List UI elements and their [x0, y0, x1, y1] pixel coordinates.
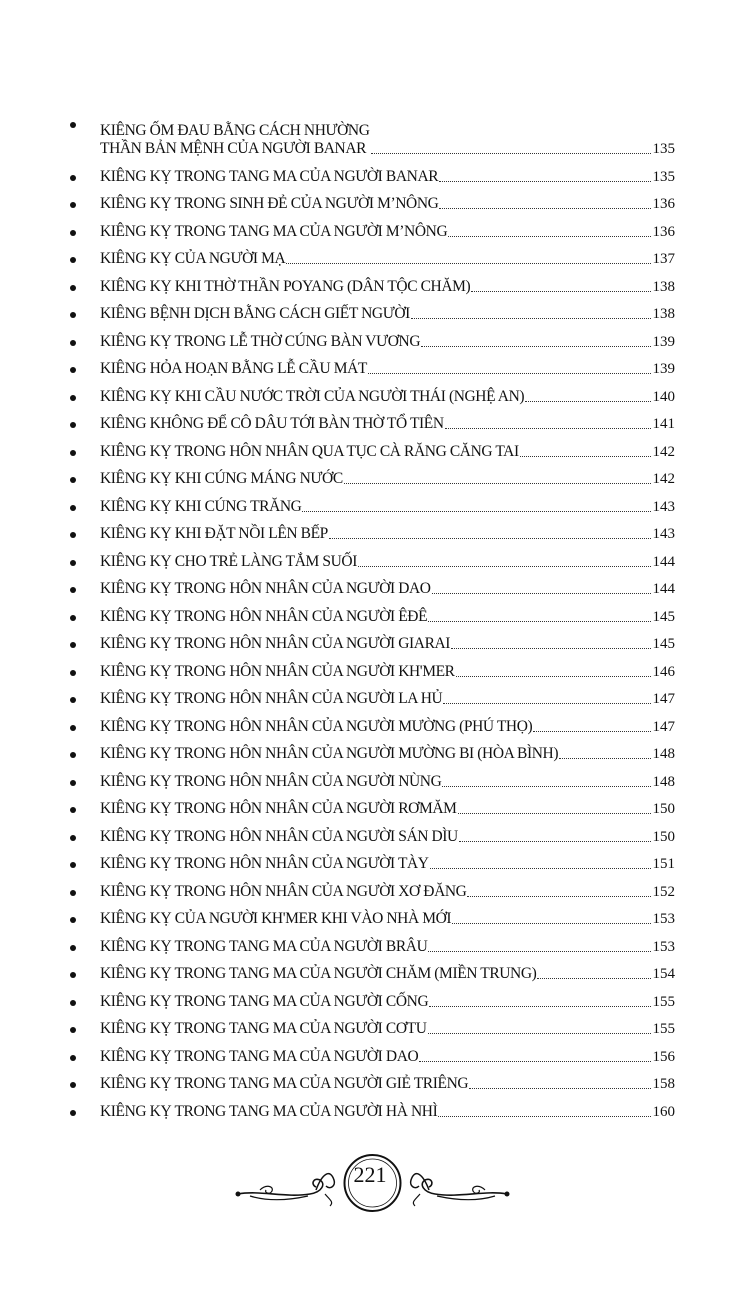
dot-leader: [411, 318, 651, 319]
toc-entry-page: 143: [652, 526, 675, 542]
dot-leader: [443, 703, 650, 704]
toc-entry-title: KIÊNG KỴ TRONG TANG MA CỦA NGƯỜI CỐNG: [100, 992, 429, 1010]
toc-entry-page: 139: [652, 333, 675, 350]
bullet-icon: [70, 312, 76, 318]
bullet-icon: [70, 285, 76, 291]
toc-entry: [70, 653, 675, 681]
toc-entry: [70, 763, 675, 791]
dot-leader: [439, 181, 650, 182]
toc-entry-page: 147: [652, 691, 675, 707]
bullet-icon: [70, 395, 76, 401]
dot-leader: [286, 263, 650, 264]
toc-entry: [70, 543, 675, 571]
toc-entry-page: 160: [652, 1103, 675, 1120]
toc-entry-title: KIÊNG KỴ TRONG TANG MA CỦA NGƯỜI BANAR: [100, 167, 439, 185]
dot-leader: [358, 566, 651, 567]
toc-entry-title: KIÊNG KỴ CỦA NGƯỜI MẠ: [100, 250, 286, 267]
bullet-icon: [70, 450, 76, 456]
bullet-icon: [70, 835, 76, 841]
dot-leader: [429, 1006, 650, 1007]
toc-entry-page: 152: [652, 883, 675, 900]
toc-entry: [70, 158, 675, 186]
toc-entry-title: KIÊNG KỴ KHI THỜ THẦN POYANG (DÂN TỘC CHĂM): [100, 277, 471, 295]
toc-entry: [70, 186, 675, 214]
dot-leader: [467, 896, 650, 897]
bullet-icon: [70, 367, 76, 373]
toc-entry-title: KIÊNG KỴ TRONG HÔN NHÂN CỦA NGƯỜI KH'MER: [100, 662, 455, 680]
toc-entry: [70, 873, 675, 901]
toc-entry-title: KIÊNG KỴ TRONG HÔN NHÂN CỦA NGƯỜI TÀY: [100, 855, 429, 872]
toc-entry: [70, 928, 675, 956]
bullet-icon: [70, 1027, 76, 1033]
toc-entry: [70, 736, 675, 764]
bullet-icon: [70, 532, 76, 538]
toc-entry-title: KIÊNG KỴ KHI CÚNG TRĂNG: [100, 497, 302, 515]
toc-entry: [70, 708, 675, 736]
toc-entry-page: 148: [652, 746, 675, 762]
toc-entry: [70, 268, 675, 296]
toc-entry-page: 136: [652, 196, 675, 212]
toc-entry: [70, 818, 675, 846]
toc-entry-page: 145: [652, 636, 675, 652]
toc-entry: [70, 791, 675, 819]
bullet-icon: [70, 175, 76, 181]
toc-entry-page: 156: [652, 1048, 675, 1065]
bullet-icon: [70, 230, 76, 236]
dot-leader: [329, 538, 651, 539]
bullet-icon: [70, 945, 76, 951]
toc-entry-title: KIÊNG KỴ TRONG TANG MA CỦA NGƯỜI DAO: [100, 1047, 419, 1065]
toc-entry: [70, 1093, 675, 1121]
bullet-icon: [70, 862, 76, 868]
toc-entry-title: KIÊNG KỴ TRONG TANG MA CỦA NGƯỜI M’NÔNG: [100, 222, 448, 240]
toc-entry: [70, 1011, 675, 1039]
toc-entry: [70, 1038, 675, 1066]
toc-entry-page: 135: [652, 168, 675, 185]
toc-entry-page: 154: [652, 966, 675, 982]
toc-entry: [70, 1066, 675, 1094]
toc-entry: [70, 626, 675, 654]
bullet-icon: [70, 807, 76, 813]
dot-leader: [430, 868, 651, 869]
dot-leader: [438, 1116, 650, 1117]
bullet-icon: [70, 587, 76, 593]
toc-entry-page: 155: [652, 1021, 675, 1037]
toc-entry-title-line1: KIÊNG ỐM ĐAU BẰNG CÁCH NHƯỜNG: [100, 122, 370, 139]
toc-entry-page: 139: [652, 361, 675, 377]
bullet-icon: [70, 972, 76, 978]
toc-entry-title: KIÊNG KỴ TRONG LỄ THỜ CÚNG BÀN VƯƠNG: [100, 332, 421, 350]
toc-entry-title-line2: THẦN BẢN MỆNH CỦA NGƯỜI BANAR: [100, 140, 367, 157]
dot-leader: [368, 373, 651, 374]
toc-entry: [70, 846, 675, 874]
toc-entry: [70, 406, 675, 434]
toc-entry-page: 140: [652, 388, 675, 405]
toc-entry: [70, 461, 675, 489]
toc-entry-page: 137: [652, 251, 675, 267]
dot-leader: [371, 153, 651, 154]
toc-entry-title: KIÊNG HỎA HOẠN BẰNG LỄ CẦU MÁT: [100, 360, 367, 377]
page-number: 221: [353, 1162, 387, 1187]
toc-entry-title: KIÊNG KỴ TRONG HÔN NHÂN CỦA NGƯỜI XƠ ĐĂNG: [100, 882, 467, 900]
bullet-icon: [70, 670, 76, 676]
toc-entry: [70, 378, 675, 406]
bullet-icon: [70, 780, 76, 786]
toc-entry-title: KIÊNG KỴ TRONG HÔN NHÂN CỦA NGƯỜI DAO: [100, 580, 431, 597]
toc-entry: [70, 983, 675, 1011]
bullet-icon: [70, 697, 76, 703]
dot-leader: [439, 208, 650, 209]
toc-entry-page: 153: [652, 911, 675, 927]
bullet-icon: [70, 1110, 76, 1116]
dot-leader: [451, 648, 650, 649]
toc-entry: [70, 433, 675, 461]
toc-entry: [70, 296, 675, 324]
toc-entry-title: KIÊNG KỴ CHO TRẺ LÀNG TẮM SUỐI: [100, 552, 357, 570]
toc-entry-title: KIÊNG BỆNH DỊCH BẰNG CÁCH GIẾT NGƯỜI: [100, 305, 410, 322]
toc-entry: [70, 110, 675, 158]
dot-leader: [428, 951, 650, 952]
toc-entry-title: KIÊNG KỴ KHI CẦU NƯỚC TRỜI CỦA NGƯỜI THÁI (NGHỆ AN): [100, 387, 525, 405]
toc-entry-title: KIÊNG KỴ TRONG HÔN NHÂN CỦA NGƯỜI MƯỜNG BI (HÒA BÌNH): [100, 745, 559, 762]
toc-entry-page: 135: [652, 141, 675, 157]
toc-entry: [70, 351, 675, 379]
toc-entry-title: KIÊNG KỴ TRONG HÔN NHÂN CỦA NGƯỜI LA HỦ: [100, 690, 443, 707]
bullet-icon: [70, 560, 76, 566]
bullet-icon: [70, 890, 76, 896]
toc-entry-title: KIÊNG KỴ KHI CÚNG MÁNG NƯỚC: [100, 470, 343, 487]
toc-entry: [70, 323, 675, 351]
bullet-icon: [70, 917, 76, 923]
toc-entry-page: 143: [652, 498, 675, 515]
bullet-icon: [70, 752, 76, 758]
toc-entry-page: 147: [652, 718, 675, 735]
toc-entry-page: 141: [652, 416, 675, 432]
dot-leader: [537, 978, 650, 979]
toc-entry-page: 144: [652, 581, 675, 597]
toc-entry: [70, 956, 675, 984]
toc-entry: [70, 213, 675, 241]
toc-entry-title: KIÊNG KỴ TRONG TANG MA CỦA NGƯỜI GIẺ TRIÊNG: [100, 1075, 469, 1092]
toc-entry-page: 145: [652, 608, 675, 625]
toc-entry-title: KIÊNG KỴ TRONG HÔN NHÂN QUA TỤC CÀ RĂNG CĂNG TAI: [100, 442, 519, 460]
dot-leader: [428, 1033, 651, 1034]
bullet-icon: [70, 1082, 76, 1088]
bullet-icon: [70, 505, 76, 511]
table-of-contents: [70, 110, 675, 1121]
toc-entry-title: KIÊNG KỴ TRONG SINH ĐẺ CỦA NGƯỜI M’NÔNG: [100, 195, 439, 212]
bullet-icon: [70, 642, 76, 648]
toc-entry-title: KIÊNG KỴ TRONG HÔN NHÂN CỦA NGƯỜI NÙNG: [100, 772, 442, 790]
toc-entry-title: KIÊNG KỴ TRONG TANG MA CỦA NGƯỜI BRÂU: [100, 937, 428, 955]
dot-leader: [559, 758, 650, 759]
toc-entry-title: KIÊNG KỴ CỦA NGƯỜI KH'MER KHI VÀO NHÀ MỚI: [100, 910, 452, 927]
dot-leader: [419, 1061, 650, 1062]
dot-leader: [442, 786, 650, 787]
toc-entry-title: KIÊNG KỴ KHI ĐẶT NỒI LÊN BẾP: [100, 525, 328, 542]
toc-entry-page: 138: [652, 306, 675, 322]
bullet-icon: [70, 422, 76, 428]
toc-entry-title: KIÊNG KỴ TRONG HÔN NHÂN CỦA NGƯỜI ÊĐÊ: [100, 607, 428, 625]
bullet-icon: [70, 257, 76, 263]
toc-entry-title: KIÊNG KHÔNG ĐỂ CÔ DÂU TỚI BÀN THỜ TỔ TIÊN: [100, 415, 444, 432]
toc-entry-page: 136: [652, 223, 675, 240]
dot-leader: [525, 401, 650, 402]
toc-entry: [70, 598, 675, 626]
dot-leader: [471, 291, 650, 292]
bullet-icon: [70, 1055, 76, 1061]
toc-entry-page: 148: [652, 773, 675, 790]
dot-leader: [520, 456, 651, 457]
bullet-icon: [70, 477, 76, 483]
toc-entry-page: 151: [652, 856, 675, 872]
bullet-icon: [70, 202, 76, 208]
dot-leader: [458, 813, 651, 814]
dot-leader: [448, 236, 650, 237]
dot-leader: [421, 346, 650, 347]
toc-entry-title: KIÊNG KỴ TRONG TANG MA CỦA NGƯỜI HÀ NHÌ: [100, 1102, 438, 1120]
dot-leader: [344, 483, 651, 484]
toc-entry-page: 142: [652, 471, 675, 487]
dot-leader: [459, 841, 651, 842]
toc-entry-title: KIÊNG KỴ TRONG TANG MA CỦA NGƯỜI CƠTU: [100, 1020, 427, 1037]
toc-entry-page: 158: [652, 1076, 675, 1092]
toc-entry-title: KIÊNG KỴ TRONG HÔN NHÂN CỦA NGƯỜI MƯỜNG (PHÚ THỌ): [100, 717, 533, 735]
toc-entry-title: [70, 122, 370, 158]
toc-entry: [70, 516, 675, 544]
toc-entry-title: KIÊNG KỴ TRONG HÔN NHÂN CỦA NGƯỜI GIARAI: [100, 635, 451, 652]
toc-entry: [70, 571, 675, 599]
toc-entry-page: 144: [652, 553, 675, 570]
bullet-icon: [70, 615, 76, 621]
toc-entry-page: 153: [652, 938, 675, 955]
dot-leader: [533, 731, 650, 732]
toc-entry: [70, 681, 675, 709]
dot-leader: [452, 923, 650, 924]
dot-leader: [302, 511, 650, 512]
toc-entry-page: 146: [652, 663, 675, 680]
dot-leader: [445, 428, 651, 429]
toc-entry-page: 138: [652, 278, 675, 295]
toc-entry: [70, 488, 675, 516]
toc-entry: [70, 241, 675, 269]
toc-entry-page: 142: [652, 443, 675, 460]
bullet-icon: [70, 1000, 76, 1006]
dot-leader: [428, 621, 650, 622]
toc-entry-title: KIÊNG KỴ TRONG TANG MA CỦA NGƯỜI CHĂM (MIỀN TRUNG): [100, 965, 537, 982]
toc-entry-page: 150: [652, 801, 675, 817]
toc-entry-title: KIÊNG KỴ TRONG HÔN NHÂN CỦA NGƯỜI RƠMĂM: [100, 800, 457, 817]
bullet-icon: [70, 122, 76, 128]
toc-entry-title: KIÊNG KỴ TRONG HÔN NHÂN CỦA NGƯỜI SÁN DÌU: [100, 827, 458, 845]
dot-leader: [456, 676, 651, 677]
dot-leader: [432, 593, 651, 594]
toc-entry-page: 155: [652, 993, 675, 1010]
bullet-icon: [70, 725, 76, 731]
toc-entry: [70, 901, 675, 929]
bullet-icon: [70, 340, 76, 346]
dot-leader: [469, 1088, 650, 1089]
toc-entry-page: 150: [652, 828, 675, 845]
